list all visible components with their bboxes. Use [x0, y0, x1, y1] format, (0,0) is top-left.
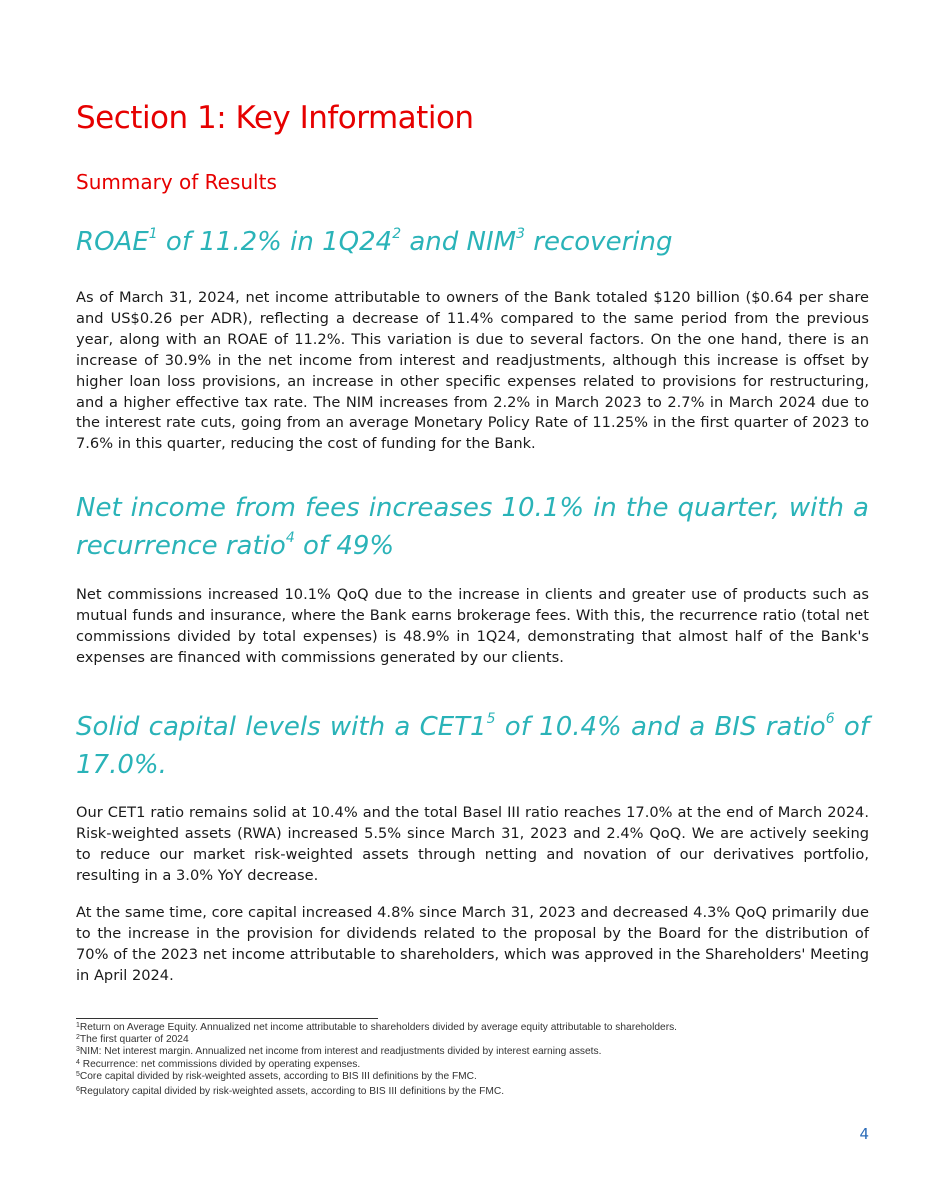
headline-text: Solid capital levels with a CET1 — [76, 712, 487, 742]
footnote-text: Regulatory capital divided by risk-weighted assets, according to BIS III definitions by the FMC. — [79, 1086, 505, 1098]
footnote — [76, 1071, 869, 1083]
footnote-number: 5 — [76, 1070, 80, 1078]
headline-line — [76, 527, 869, 565]
headline-text: of — [834, 712, 869, 742]
footnote-text: Recurrence: net commissions divided by operating expenses. — [79, 1058, 361, 1070]
headline-text: Net income from fees increases 10.1% in the quarter, with a — [76, 493, 869, 523]
footnote-number: 1 — [76, 1022, 80, 1029]
headline-text: ROAE — [76, 227, 149, 257]
footnote — [76, 1086, 869, 1098]
footnote-text: NIM: Net interest margin. Annualized net income from interest and readjustments divided by interest earning assets. — [79, 1046, 602, 1058]
footnotes — [76, 1022, 869, 1098]
headline-text: of 11.2% in 1Q24 — [157, 227, 393, 257]
paragraph-results: As of March 31, 2024, net income attributable to owners of the Bank totaled $120 billion ($0.64 per share and US$0.26 per ADR), reflecting a decrease of 11.4% compared to the same period from the previous year, along with an ROAE of 11.2%. This variation is due to several factors. On the one hand, there is an increase of 30.9% in the net income from interest and readjustments, although this increase is offset by higher loan loss provisions, an increase in other specific expenses related to provisions for restructuring, and a higher effective tax rate. The NIM increases from 2.2% in March 2023 to 2.7% in March 2024 due to the interest rate cuts, going from an average Monetary Policy Rate of 11.25% in the first quarter of 2023 to 7.6% in this quarter, reducing the cost of funding for the Bank. — [76, 289, 869, 453]
headline-line — [76, 708, 869, 746]
footnote-number: 6 — [76, 1086, 80, 1094]
footnote — [76, 1059, 869, 1071]
headline-text: of 10.4% and a BIS ratio — [495, 712, 826, 742]
headline-text: recurrence ratio — [76, 531, 286, 561]
section-title: Section 1: Key Information — [76, 100, 474, 136]
headline-fees — [76, 489, 869, 565]
footnote-ref: 3 — [516, 226, 526, 242]
headline-roae — [76, 223, 869, 261]
paragraph-capital-ratio: Our CET1 ratio remains solid at 10.4% and the total Basel III ratio reaches 17.0% at the end of March 2024. Risk-weighted assets (RWA) increased 5.5% since March 31, 2023 and 2.4% QoQ. We are actively seeking to reduce our market risk-weighted assets through netting and novation of our derivatives portfolio, resulting in a 3.0% YoY decrease. — [76, 804, 869, 884]
footnote-text: The first quarter of 2024 — [79, 1034, 189, 1046]
footnote-ref: 1 — [148, 226, 158, 242]
footnote — [76, 1046, 869, 1058]
headline-text: and NIM — [401, 227, 517, 257]
footnote-number: 3 — [76, 1046, 80, 1054]
footnote-ref: 2 — [392, 226, 402, 242]
footnote-divider — [76, 1018, 378, 1019]
page-number: 4 — [859, 1125, 869, 1143]
headline-capital — [76, 708, 869, 784]
footnote-ref: 4 — [285, 530, 295, 546]
footnote — [76, 1022, 869, 1034]
paragraph-core-capital: At the same time, core capital increased 4.8% since March 31, 2023 and decreased 4.3% QoQ primarily due to the increase in the provision for dividends related to the proposal by the Board for the distribution of 70% of the 2023 net income attributable to shareholders, which was approved in the Shareholders' Meeting in April 2024. — [76, 904, 869, 984]
headline-text: 17.0%. — [76, 750, 167, 780]
headline-text: of 49% — [294, 531, 395, 561]
footnote-ref: 5 — [486, 711, 496, 727]
footnote-text: Core capital divided by risk-weighted assets, according to BIS III definitions by the FMC. — [79, 1070, 477, 1082]
footnote — [76, 1034, 869, 1046]
paragraph-commissions: Net commissions increased 10.1% QoQ due to the increase in clients and greater use of products such as mutual funds and insurance, where the Bank earns brokerage fees. With this, the recurrence ratio (total net commissions divided by total expenses) is 48.9% in 1Q24, demonstrating that almost half of the Bank's expenses are financed with commissions generated by our clients. — [76, 586, 869, 666]
footnote-ref: 6 — [825, 711, 835, 727]
footnote-text: Return on Average Equity. Annualized net income attributable to shareholders divided by average equity attributable to shareholders. — [79, 1022, 678, 1033]
headline-text: recovering — [525, 227, 673, 257]
footnote-number: 2 — [76, 1034, 80, 1042]
footnote-number: 4 — [76, 1058, 80, 1066]
subtitle: Summary of Results — [76, 170, 277, 194]
